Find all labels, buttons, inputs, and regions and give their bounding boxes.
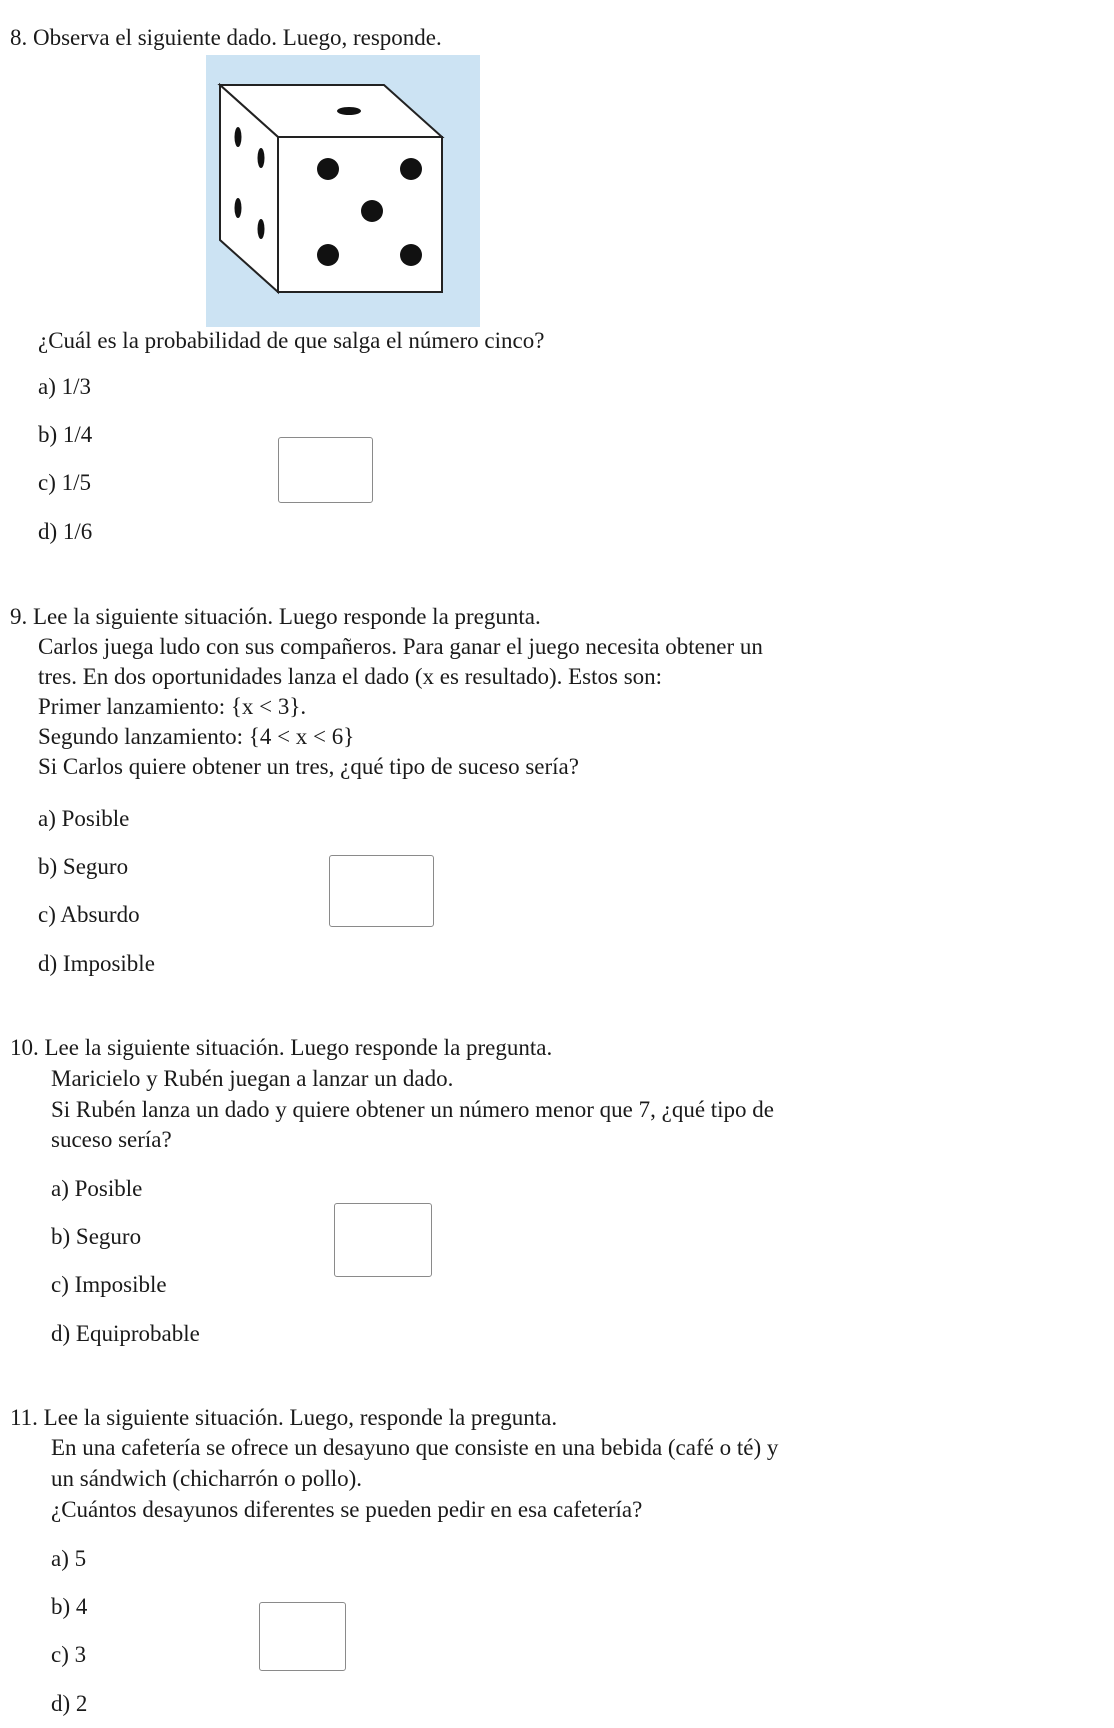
q10-line-1: Maricielo y Rubén juegan a lanzar un dado. bbox=[51, 1066, 454, 1091]
q11-option-b[interactable]: b) 4 bbox=[51, 1594, 88, 1619]
q10-stem: 10. Lee la siguiente situación. Luego responde la pregunta. bbox=[10, 1035, 553, 1060]
q11-line-1: En una cafetería se ofrece un desayuno que consiste en una bebida (café o té) y bbox=[51, 1435, 779, 1460]
q9-line-3: Primer lanzamiento: {x < 3}. bbox=[38, 694, 307, 719]
q11-option-a[interactable]: a) 5 bbox=[51, 1546, 87, 1571]
q9-option-d[interactable]: d) Imposible bbox=[38, 951, 155, 976]
q8-stem: 8. Observa el siguiente dado. Luego, responde. bbox=[10, 25, 442, 50]
q11-stem: 11. Lee la siguiente situación. Luego, responde la pregunta. bbox=[10, 1405, 558, 1430]
q10-option-d[interactable]: d) Equiprobable bbox=[51, 1321, 200, 1346]
q10-answer-box[interactable] bbox=[334, 1203, 432, 1277]
q10-line-2: Si Rubén lanza un dado y quiere obtener un número menor que 7, ¿qué tipo de bbox=[51, 1097, 775, 1122]
q9-stem: 9. Lee la siguiente situación. Luego responde la pregunta. bbox=[10, 604, 541, 629]
q10-line-3: suceso sería? bbox=[51, 1127, 172, 1152]
q11-option-c[interactable]: c) 3 bbox=[51, 1642, 87, 1667]
q9-answer-box[interactable] bbox=[329, 855, 434, 927]
q9-line-2: tres. En dos oportunidades lanza el dado (x es resultado). Estos son: bbox=[38, 664, 663, 689]
q11-option-d[interactable]: d) 2 bbox=[51, 1691, 88, 1716]
q10-option-c[interactable]: c) Imposible bbox=[51, 1272, 167, 1297]
dice-icon bbox=[206, 55, 480, 327]
q9-option-a[interactable]: a) Posible bbox=[38, 806, 130, 831]
q8-option-c[interactable]: c) 1/5 bbox=[38, 470, 92, 495]
q9-option-c[interactable]: c) Absurdo bbox=[38, 902, 140, 927]
q9-line-1: Carlos juega ludo con sus compañeros. Para ganar el juego necesita obtener un bbox=[38, 634, 763, 659]
q11-answer-box[interactable] bbox=[259, 1602, 346, 1671]
q8-answer-box[interactable] bbox=[278, 437, 373, 503]
q10-option-a[interactable]: a) Posible bbox=[51, 1176, 143, 1201]
q8-prompt: ¿Cuál es la probabilidad de que salga el número cinco? bbox=[38, 328, 545, 353]
q9-line-4: Segundo lanzamiento: {4 < x < 6} bbox=[38, 724, 355, 749]
q8-option-a[interactable]: a) 1/3 bbox=[38, 374, 92, 399]
q8-option-b[interactable]: b) 1/4 bbox=[38, 422, 93, 447]
q11-line-2: un sándwich (chicharrón o pollo). bbox=[51, 1466, 363, 1491]
q10-option-b[interactable]: b) Seguro bbox=[51, 1224, 142, 1249]
q9-option-b[interactable]: b) Seguro bbox=[38, 854, 129, 879]
dice-figure bbox=[206, 55, 480, 327]
q9-line-5: Si Carlos quiere obtener un tres, ¿qué tipo de suceso sería? bbox=[38, 754, 579, 779]
q8-option-d[interactable]: d) 1/6 bbox=[38, 519, 93, 544]
q11-line-3: ¿Cuántos desayunos diferentes se pueden pedir en esa cafetería? bbox=[51, 1497, 643, 1522]
